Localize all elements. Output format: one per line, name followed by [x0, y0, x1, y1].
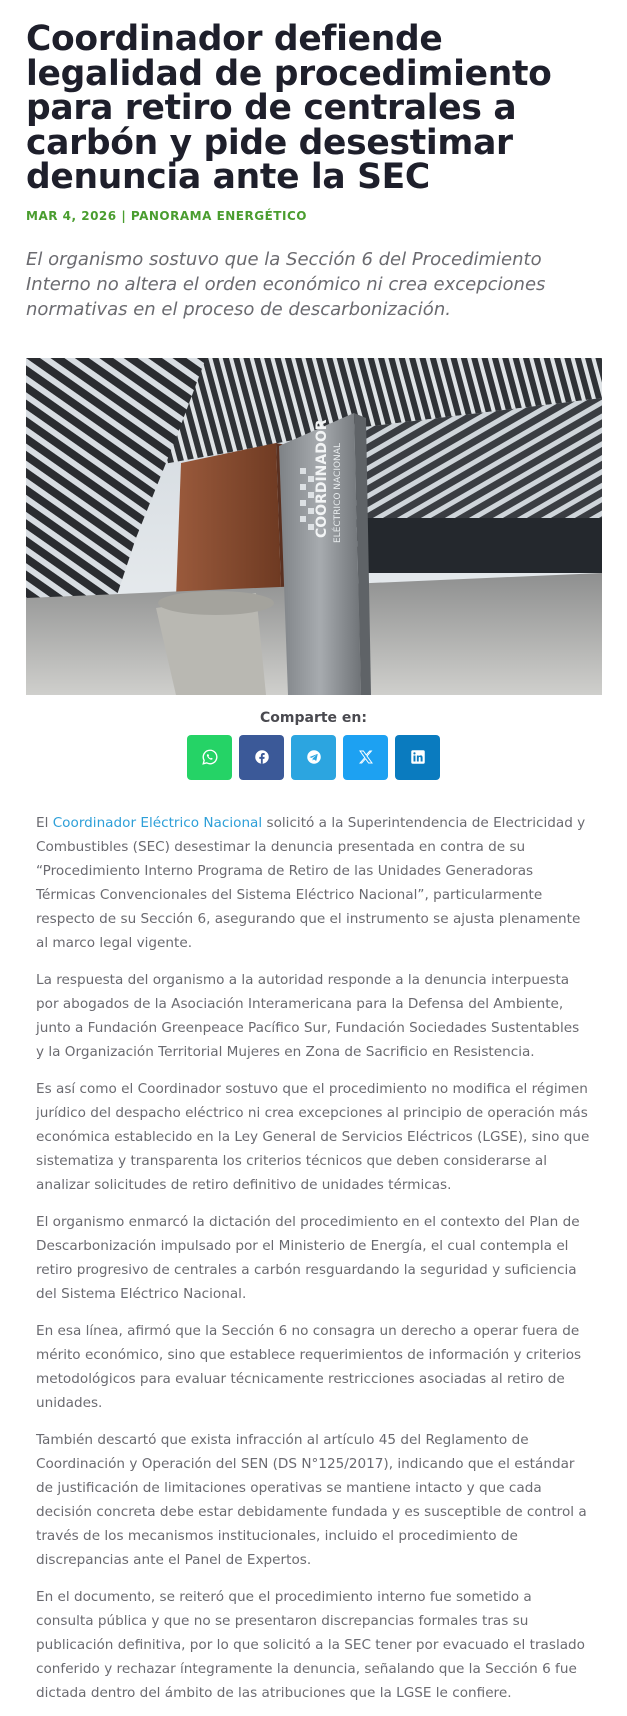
body-paragraph-4: El organismo enmarcó la dictación del procedimiento en el contexto del Plan de Descarbonización impulsado por el Ministerio de Energía, el cual contempla el retiro progresivo de centrales a carbón resguardando la seguridad y suficiencia del Sistema Eléctrico Nacional. — [36, 1213, 580, 1302]
share-x-button[interactable] — [343, 735, 388, 780]
paragraph-text: solicitó a la Superintendencia de Electricidad y Combustibles (SEC) desestimar la denuncia presentada en contra de su “Procedimiento Interno Programa de Retiro de las Unidades Generadoras Térmicas Convencionales del Sistema Eléctrico Nacional”, particularmente respecto de su Sección 6, asegurando que el instrumento se ajusta plenamente al marco legal vigente. — [36, 814, 586, 951]
share-facebook-button[interactable] — [239, 735, 284, 780]
article-body — [26, 780, 601, 1705]
share-telegram-button[interactable] — [291, 735, 336, 780]
meta-separator: | — [121, 208, 127, 223]
facebook-icon — [253, 748, 271, 766]
sign-subtitle-text: ELÉCTRICO NACIONAL — [333, 442, 343, 543]
paragraph-text: El — [36, 814, 53, 831]
body-paragraph-2: La respuesta del organismo a la autoridad responde a la denuncia interpuesta por abogados de la Asociación Interamericana para la Defensa del Ambiente, junto a Fundación Greenpeace Pacífico Sur, Fundación Sociedades Sustentables y la Organización Territorial Mujeres en Zona de Sacrificio en Resistencia. — [36, 971, 580, 1060]
share-linkedin-button[interactable] — [395, 735, 440, 780]
hero-image — [26, 358, 602, 695]
telegram-icon — [305, 748, 323, 766]
linkedin-icon — [409, 748, 427, 766]
x-icon — [357, 748, 375, 766]
body-paragraph-5: En esa línea, afirmó que la Sección 6 no consagra un derecho a operar fuera de mérito económico, sino que establece requerimientos de información y criterios metodológicos para evaluar técnicamente restricciones asociadas al retiro de unidades. — [36, 1322, 582, 1411]
whatsapp-icon — [201, 748, 219, 766]
body-paragraph-7: En el documento, se reiteró que el procedimiento interno fue sometido a consulta pública y que no se presentaron discrepancias formales tras su publicación definitiva, por lo que solicitó a la SEC tener por evacuado el traslado conferido y rechazar íntegramente la denuncia, señalando que la Sección 6 fue dictada dentro del ámbito de las atribuciones que la LGSE le confiere. — [36, 1588, 585, 1701]
article-date: MAR 4, 2026 — [26, 208, 117, 223]
article-meta — [26, 209, 601, 223]
share-buttons — [26, 735, 601, 780]
sign-title-text: COORDINADOR — [314, 418, 330, 538]
article-title: Coordinador defiende legalidad de procedimiento para retiro de centrales a carbón y pide desestimar denuncia ante la SEC — [26, 19, 552, 197]
article-category-link[interactable]: PANORAMA ENERGÉTICO — [130, 208, 307, 223]
share-label: Comparte en: — [260, 709, 367, 726]
body-paragraph-1 — [36, 811, 591, 955]
article-lead: El organismo sostuvo que la Sección 6 del Procedimiento Interno no altera el orden económico ni crea excepciones normativas en el proceso de descarbonización. — [26, 248, 546, 320]
share-section — [26, 710, 601, 780]
body-paragraph-3: Es así como el Coordinador sostuvo que el procedimiento no modifica el régimen jurídico del despacho eléctrico ni crea excepciones al principio de operación más económica establecido en la Ley General de Servicios Eléctricos (LGSE), sino que sistematiza y transparenta los criterios técnicos que deben considerarse al analizar solicitudes de retiro definitivo de unidades térmicas. — [36, 1080, 590, 1193]
body-paragraph-6: También descartó que exista infracción al artículo 45 del Reglamento de Coordinación y Operación del SEN (DS N°125/2017), indicando que el estándar de justificación de limitaciones operativas se mantiene intacto y que cada decisión concreta debe estar debidamente fundada y es susceptible de control a través de los mecanismos institucionales, incluido el procedimiento de discrepancias ante el Panel de Expertos. — [36, 1431, 587, 1568]
coordinador-link[interactable]: Coordinador Eléctrico Nacional — [52, 814, 263, 831]
share-whatsapp-button[interactable] — [187, 735, 232, 780]
